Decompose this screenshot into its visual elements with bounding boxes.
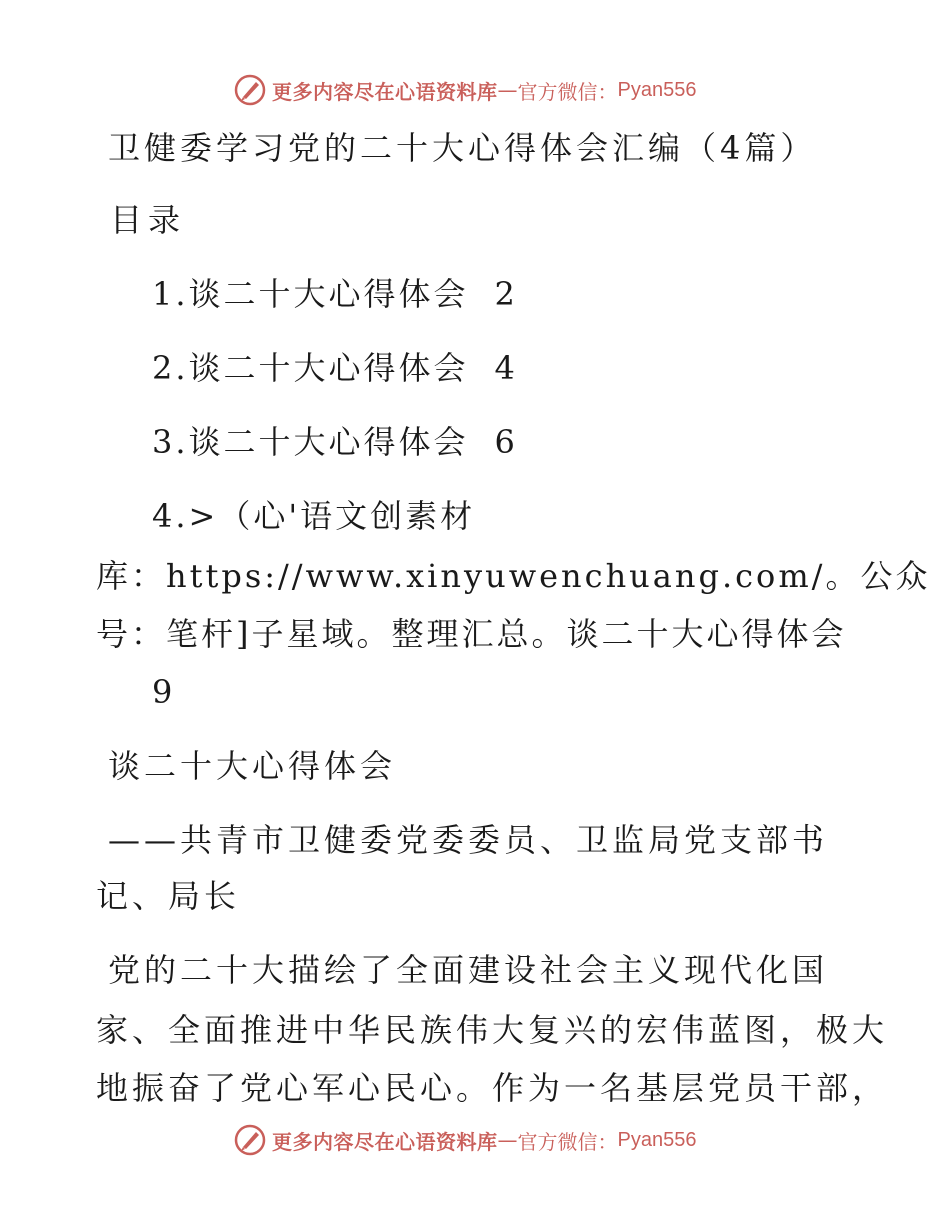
quill-logo-icon bbox=[234, 74, 266, 106]
header-banner bbox=[234, 72, 696, 108]
toc-item-number: 4. bbox=[152, 497, 189, 535]
banner-dash: — bbox=[497, 78, 518, 102]
toc-item-text: 谈二十大心得体会 bbox=[188, 423, 469, 461]
body-paragraph-line: 地振奋了党心军心民心。作为一名基层党员干部， bbox=[96, 1069, 889, 1107]
toc-item-number: 2. bbox=[152, 349, 189, 387]
toc-heading: 目录 bbox=[110, 201, 187, 239]
banner-site-name: 更多内容尽在心语资料库 bbox=[272, 1129, 498, 1154]
toc-item-page: 4 bbox=[494, 349, 518, 387]
banner-site-name: 更多内容尽在心语资料库 bbox=[272, 79, 498, 104]
banner-wechat-label: 官方微信： bbox=[517, 79, 618, 104]
toc-item-page: 6 bbox=[494, 423, 518, 461]
banner-wechat-label: 官方微信： bbox=[517, 1129, 618, 1154]
section-title: 谈二十大心得体会 bbox=[108, 747, 397, 785]
toc-item-page: 9 bbox=[152, 673, 176, 711]
toc-item[interactable] bbox=[152, 496, 475, 536]
toc-item-continuation: 库：https://www.xinyuwenchuang.com/。公众 bbox=[96, 557, 931, 595]
toc-item-page: 2 bbox=[494, 275, 518, 313]
toc-item-text: 谈二十大心得体会 bbox=[188, 349, 469, 387]
toc-item[interactable] bbox=[152, 422, 518, 462]
footer-banner bbox=[234, 1122, 696, 1158]
author-byline-continuation: 记、局长 bbox=[96, 877, 241, 915]
toc-item-continuation: 号：笔杆]子星域。整理汇总。谈二十大心得体会 bbox=[96, 615, 847, 653]
toc-item[interactable] bbox=[152, 274, 518, 314]
toc-item-text: >（心'语文创素材 bbox=[188, 497, 476, 535]
toc-item-text: 谈二十大心得体会 bbox=[188, 275, 469, 313]
body-paragraph-line: 党的二十大描绘了全面建设社会主义现代化国 bbox=[108, 951, 829, 989]
author-byline: ——共青市卫健委党委委员、卫监局党支部书 bbox=[108, 821, 829, 859]
toc-item-number: 1. bbox=[152, 275, 189, 313]
toc-item-number: 3. bbox=[152, 423, 189, 461]
body-paragraph-line: 家、全面推进中华民族伟大复兴的宏伟蓝图，极大 bbox=[96, 1011, 889, 1049]
banner-dash: — bbox=[497, 1128, 518, 1152]
banner-wechat-id: Pyan556 bbox=[617, 78, 697, 101]
quill-logo-icon bbox=[234, 1124, 266, 1156]
banner-wechat-id: Pyan556 bbox=[617, 1128, 697, 1151]
document-title: 卫健委学习党的二十大心得体会汇编（4篇） bbox=[108, 129, 817, 167]
toc-item[interactable] bbox=[152, 348, 518, 388]
